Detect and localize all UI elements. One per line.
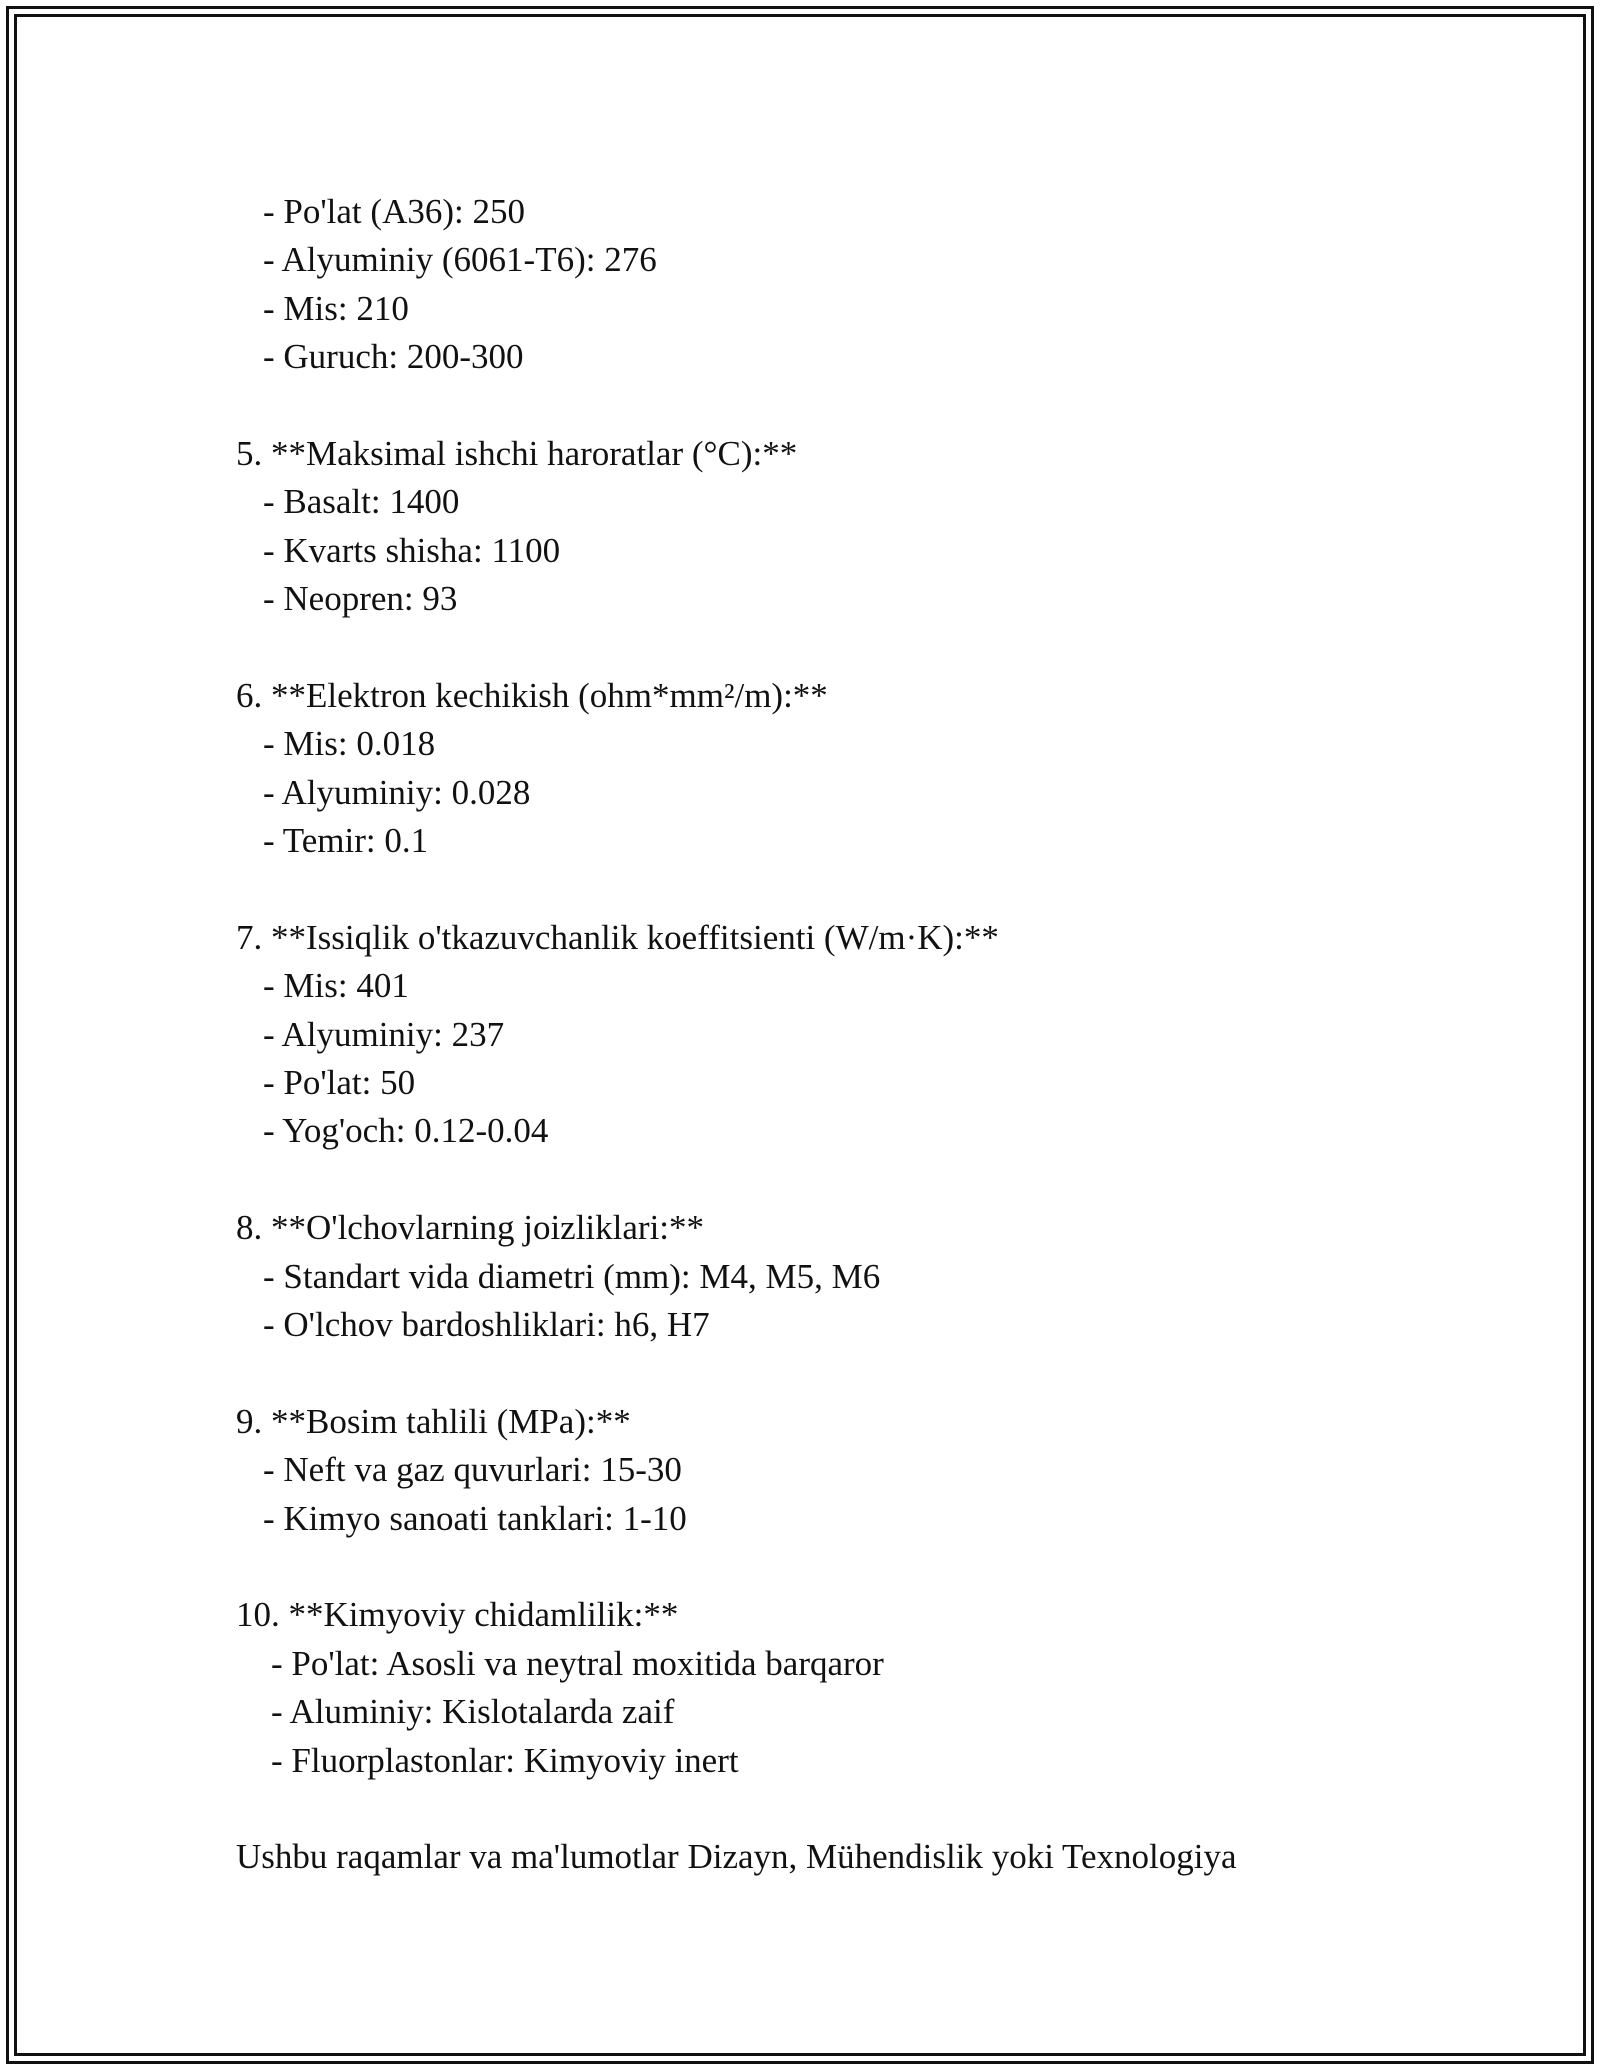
list-item: - Po'lat: 50: [263, 1063, 416, 1103]
spacer: [236, 624, 1476, 672]
list-item: - Guruch: 200-300: [263, 337, 524, 377]
spacer: [236, 1543, 1476, 1591]
list-item: - Mis: 210: [263, 288, 409, 328]
list-item: - Alyuminiy: 0.028: [263, 772, 531, 812]
list-item: - Mis: 401: [263, 966, 409, 1006]
list-item: - Aluminiy: Kislotalarda zaif: [271, 1692, 675, 1732]
section-heading: 10. **Kimyoviy chidamlilik:**: [236, 1595, 679, 1635]
list-item: - O'lchov bardoshliklari: h6, H7: [263, 1304, 710, 1344]
closing-paragraph: Ushbu raqamlar va ma'lumotlar Dizayn, Mühendislik yoki Texnologiya: [236, 1837, 1237, 1877]
list-item: - Po'lat: Asosli va neytral moxitida barqaror: [271, 1643, 884, 1683]
section-heading: 8. **O'lchovlarning joizliklari:**: [236, 1208, 705, 1248]
list-item: - Neft va gaz quvurlari: 15-30: [263, 1450, 682, 1490]
section-heading: 5. **Maksimal ishchi haroratlar (°C):**: [236, 433, 798, 473]
list-item: - Standart vida diametri (mm): M4, M5, M6: [263, 1256, 881, 1296]
section-heading: 6. **Elektron kechikish (ohm*mm²/m):**: [236, 675, 828, 715]
list-item: - Fluorplastonlar: Kimyoviy inert: [271, 1740, 739, 1780]
document-body: [236, 188, 1476, 1882]
list-item: - Mis: 0.018: [263, 724, 436, 764]
section-heading: 7. **Issiqlik o'tkazuvchanlik koeffitsienti (W/m·K):**: [236, 917, 999, 957]
list-item: - Yog'och: 0.12-0.04: [263, 1111, 549, 1151]
list-item: - Alyuminiy: 237: [263, 1014, 505, 1054]
list-item: - Basalt: 1400: [263, 482, 460, 522]
spacer: [236, 1156, 1476, 1204]
spacer: [236, 1785, 1476, 1833]
list-item: - Po'lat (A36): 250: [263, 192, 525, 231]
spacer: [236, 382, 1476, 430]
list-item: - Temir: 0.1: [263, 821, 429, 861]
list-item: - Kimyo sanoati tanklari: 1-10: [263, 1498, 687, 1538]
spacer: [236, 1349, 1476, 1397]
list-item: - Neopren: 93: [263, 579, 458, 619]
spacer: [236, 865, 1476, 913]
section-heading: 9. **Bosim tahlili (MPa):**: [236, 1401, 631, 1441]
list-item: - Alyuminiy (6061-T6): 276: [263, 240, 657, 280]
list-item: - Kvarts shisha: 1100: [263, 530, 561, 570]
